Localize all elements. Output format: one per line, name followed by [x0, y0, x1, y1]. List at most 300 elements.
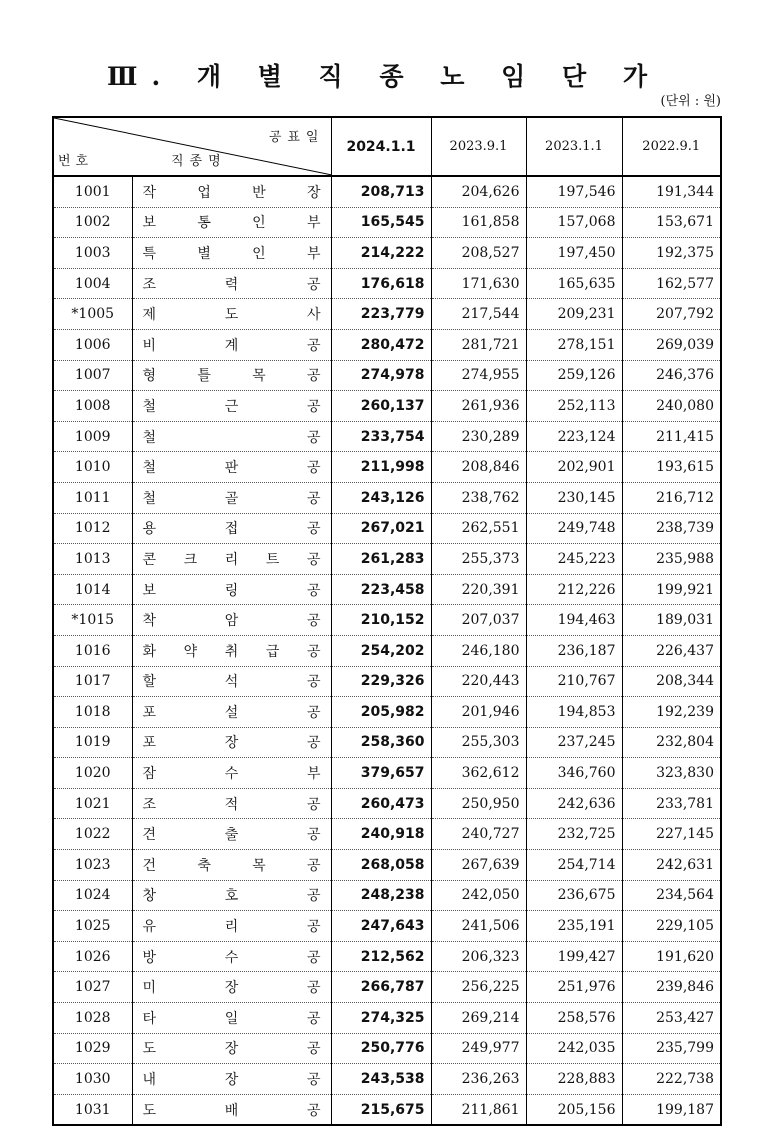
job-number: 1023 [53, 850, 132, 881]
wage-value-4: 253,427 [622, 1003, 721, 1034]
wage-value-1: 267,021 [331, 513, 431, 544]
job-number: 1019 [53, 727, 132, 758]
job-name [132, 972, 331, 1003]
table-row [53, 482, 721, 513]
table-row [53, 819, 721, 850]
job-number: 1014 [53, 574, 132, 605]
wage-value-2: 246,180 [431, 635, 526, 666]
job-name-char: 공 [306, 582, 321, 599]
job-number: 1031 [53, 1094, 132, 1125]
job-number: 1022 [53, 819, 132, 850]
wage-value-4: 193,615 [622, 452, 721, 483]
wage-value-1: 266,787 [331, 972, 431, 1003]
job-name-char: 조 [142, 276, 157, 293]
wage-value-2: 240,727 [431, 819, 526, 850]
job-name [132, 238, 331, 269]
job-name-char: 공 [306, 1072, 321, 1089]
job-name [132, 850, 331, 881]
wage-value-1: 260,473 [331, 788, 431, 819]
wage-value-3: 197,546 [526, 176, 622, 207]
job-number: 1009 [53, 421, 132, 452]
job-number: 1029 [53, 1033, 132, 1064]
job-name-char: 장 [224, 1072, 239, 1089]
page-title: Ⅲ. 개 별 직 종 노 임 단 가 [107, 62, 661, 91]
wage-value-4: 191,344 [622, 176, 721, 207]
wage-value-3: 242,636 [526, 788, 622, 819]
job-name [132, 299, 331, 330]
job-name-char: 호 [224, 888, 239, 905]
job-name [132, 880, 331, 911]
job-number: 1006 [53, 329, 132, 360]
job-number: 1024 [53, 880, 132, 911]
job-name-char: 공 [306, 1010, 321, 1027]
job-name-char: 제 [142, 307, 157, 324]
job-name [132, 911, 331, 942]
wage-value-1: 280,472 [331, 329, 431, 360]
wage-value-4: 192,239 [622, 697, 721, 728]
job-name-char: 장 [224, 980, 239, 997]
wage-value-4: 269,039 [622, 329, 721, 360]
wage-value-1: 214,222 [331, 238, 431, 269]
job-name [132, 1094, 331, 1125]
wage-value-4: 222,738 [622, 1064, 721, 1095]
wage-value-2: 250,950 [431, 788, 526, 819]
job-name-char: 공 [306, 674, 321, 691]
job-name-char: 부 [306, 245, 321, 262]
job-name-char: 공 [306, 1102, 321, 1119]
wage-value-2: 261,936 [431, 391, 526, 422]
wage-value-1: 248,238 [331, 880, 431, 911]
job-name-char: 포 [142, 735, 157, 752]
job-name-char: 유 [142, 919, 157, 936]
wage-value-1: 208,713 [331, 176, 431, 207]
job-name-char: 공 [306, 276, 321, 293]
wage-value-1: 240,918 [331, 819, 431, 850]
wage-value-4: 242,631 [622, 850, 721, 881]
wage-value-4: 235,988 [622, 544, 721, 575]
job-name-char: 화 [142, 643, 157, 660]
job-name-char: 암 [224, 613, 239, 630]
job-number: 1002 [53, 207, 132, 238]
wage-value-3: 209,231 [526, 299, 622, 330]
table-body [53, 176, 721, 1125]
wage-value-2: 220,443 [431, 666, 526, 697]
job-name-char: 리 [224, 551, 239, 568]
wage-value-1: 205,982 [331, 697, 431, 728]
wage-table [52, 116, 722, 1126]
wage-value-4: 162,577 [622, 268, 721, 299]
wage-value-3: 235,191 [526, 911, 622, 942]
wage-value-1: 261,283 [331, 544, 431, 575]
wage-value-4: 192,375 [622, 238, 721, 269]
wage-value-1: 210,152 [331, 605, 431, 636]
wage-value-3: 278,151 [526, 329, 622, 360]
job-name-char: 공 [306, 1041, 321, 1058]
table-row [53, 207, 721, 238]
wage-value-1: 260,137 [331, 391, 431, 422]
job-name-char: 철 [142, 460, 157, 477]
job-number: 1004 [53, 268, 132, 299]
job-name-char: 공 [306, 888, 321, 905]
wage-value-2: 256,225 [431, 972, 526, 1003]
table-row [53, 513, 721, 544]
job-number: 1012 [53, 513, 132, 544]
wage-value-1: 274,978 [331, 360, 431, 391]
date-header-1: 2024.1.1 [331, 117, 431, 176]
wage-value-1: 215,675 [331, 1094, 431, 1125]
wage-value-1: 233,754 [331, 421, 431, 452]
wage-value-1: 258,360 [331, 727, 431, 758]
wage-value-3: 194,853 [526, 697, 622, 728]
wage-value-4: 240,080 [622, 391, 721, 422]
wage-value-1: 243,538 [331, 1064, 431, 1095]
table-row [53, 452, 721, 483]
job-name-char: 공 [306, 857, 321, 874]
wage-value-3: 254,714 [526, 850, 622, 881]
job-number: 1017 [53, 666, 132, 697]
wage-value-2: 236,263 [431, 1064, 526, 1095]
wage-value-1: 229,326 [331, 666, 431, 697]
table-row [53, 911, 721, 942]
table-row [53, 1064, 721, 1095]
job-name-char: 취 [224, 643, 239, 660]
wage-value-1: 223,458 [331, 574, 431, 605]
job-name-char: 창 [142, 888, 157, 905]
job-name [132, 513, 331, 544]
wage-value-4: 226,437 [622, 635, 721, 666]
job-name [132, 697, 331, 728]
job-name-char: 부 [306, 766, 321, 783]
wage-value-4: 189,031 [622, 605, 721, 636]
wage-value-4: 191,620 [622, 941, 721, 972]
wage-value-1: 212,562 [331, 941, 431, 972]
wage-value-3: 202,901 [526, 452, 622, 483]
job-name-char: 통 [197, 215, 211, 232]
wage-value-1: 268,058 [331, 850, 431, 881]
job-name-char: 도 [224, 307, 239, 324]
wage-value-2: 242,050 [431, 880, 526, 911]
job-name [132, 635, 331, 666]
job-number: 1016 [53, 635, 132, 666]
table-row [53, 421, 721, 452]
job-name-char: 공 [306, 949, 321, 966]
table-row [53, 360, 721, 391]
job-name-char: 반 [252, 184, 266, 201]
job-name-char: 크 [183, 551, 198, 568]
job-name-char: 트 [265, 551, 280, 568]
wage-value-2: 220,391 [431, 574, 526, 605]
table-row [53, 238, 721, 269]
job-name-char: 인 [252, 245, 266, 262]
job-name-char: 공 [306, 980, 321, 997]
job-name-char: 공 [306, 490, 321, 507]
table-row [53, 727, 721, 758]
table-row [53, 329, 721, 360]
job-number: 1008 [53, 391, 132, 422]
diagonal-header-cell [53, 117, 331, 176]
table-row [53, 268, 721, 299]
wage-value-3: 194,463 [526, 605, 622, 636]
wage-value-1: 379,657 [331, 758, 431, 789]
wage-value-3: 199,427 [526, 941, 622, 972]
job-name-char: 업 [197, 184, 211, 201]
job-name-char: 조 [142, 796, 157, 813]
wage-value-3: 251,976 [526, 972, 622, 1003]
job-name [132, 666, 331, 697]
job-name-char: 도 [142, 1102, 157, 1119]
wage-value-3: 197,450 [526, 238, 622, 269]
job-name-char: 수 [224, 766, 239, 783]
wage-value-2: 281,721 [431, 329, 526, 360]
wage-value-2: 362,612 [431, 758, 526, 789]
job-name-char: 공 [306, 613, 321, 630]
job-name-char: 보 [142, 582, 157, 599]
table-row [53, 1094, 721, 1125]
job-name [132, 544, 331, 575]
job-name [132, 391, 331, 422]
table-row [53, 544, 721, 575]
job-name-char: 건 [142, 857, 157, 874]
date-header-4: 2022.9.1 [622, 117, 721, 176]
table-row [53, 176, 721, 207]
job-number: 1007 [53, 360, 132, 391]
table-row [53, 605, 721, 636]
job-name-char: 공 [306, 919, 321, 936]
wage-value-3: 237,245 [526, 727, 622, 758]
job-name-char: 공 [306, 643, 321, 660]
job-number: *1005 [53, 299, 132, 330]
table-row [53, 1033, 721, 1064]
job-name-char: 계 [224, 337, 239, 354]
table-row [53, 574, 721, 605]
job-name-char: 틀 [197, 368, 211, 385]
job-name-char: 공 [306, 368, 321, 385]
job-name-char: 사 [306, 307, 321, 324]
job-name-char: 급 [265, 643, 280, 660]
table-row [53, 391, 721, 422]
wage-value-4: 153,671 [622, 207, 721, 238]
table-header-row [53, 117, 721, 176]
job-name-char: 철 [142, 429, 157, 446]
wage-value-2: 274,955 [431, 360, 526, 391]
job-name-char: 리 [224, 919, 239, 936]
wage-value-1: 250,776 [331, 1033, 431, 1064]
table-row [53, 880, 721, 911]
job-name-char: 공 [306, 735, 321, 752]
job-number: 1021 [53, 788, 132, 819]
wage-value-2: 217,544 [431, 299, 526, 330]
table-row [53, 758, 721, 789]
wage-value-2: 204,626 [431, 176, 526, 207]
job-name-char: 석 [224, 674, 239, 691]
job-name-char: 인 [252, 215, 266, 232]
job-number: 1028 [53, 1003, 132, 1034]
job-name [132, 819, 331, 850]
table-row [53, 941, 721, 972]
job-name-char: 타 [142, 1010, 157, 1027]
wage-value-2: 208,527 [431, 238, 526, 269]
wage-value-2: 255,373 [431, 544, 526, 575]
table-row [53, 788, 721, 819]
job-number: 1013 [53, 544, 132, 575]
job-name-char: 적 [224, 796, 239, 813]
job-name-char: 포 [142, 704, 157, 721]
job-name-char: 공 [306, 398, 321, 415]
job-name-char: 장 [306, 184, 321, 201]
job-number: 1020 [53, 758, 132, 789]
wage-value-3: 210,767 [526, 666, 622, 697]
job-name-char: 보 [142, 215, 157, 232]
table-row [53, 635, 721, 666]
wage-value-3: 242,035 [526, 1033, 622, 1064]
table-row [53, 850, 721, 881]
table-row [53, 697, 721, 728]
wage-value-4: 234,564 [622, 880, 721, 911]
job-name-char: 력 [224, 276, 239, 293]
job-name-char: 비 [142, 337, 157, 354]
job-name [132, 360, 331, 391]
job-name [132, 176, 331, 207]
wage-value-2: 241,506 [431, 911, 526, 942]
job-name-char: 별 [197, 245, 211, 262]
job-name-char: 판 [224, 460, 239, 477]
job-name-char: 내 [142, 1072, 157, 1089]
job-name [132, 1003, 331, 1034]
job-number: *1015 [53, 605, 132, 636]
wage-value-2: 201,946 [431, 697, 526, 728]
job-name-char: 잠 [142, 766, 157, 783]
wage-value-4: 199,187 [622, 1094, 721, 1125]
job-name [132, 268, 331, 299]
job-name-char: 설 [224, 704, 239, 721]
wage-value-2: 208,846 [431, 452, 526, 483]
date-header-2: 2023.9.1 [431, 117, 526, 176]
wage-value-1: 247,643 [331, 911, 431, 942]
wage-value-4: 207,792 [622, 299, 721, 330]
job-name [132, 482, 331, 513]
job-number: 1030 [53, 1064, 132, 1095]
job-name-char: 공 [306, 827, 321, 844]
wage-value-4: 235,799 [622, 1033, 721, 1064]
wage-value-3: 346,760 [526, 758, 622, 789]
wage-value-2: 249,977 [431, 1033, 526, 1064]
job-number: 1003 [53, 238, 132, 269]
job-name-char: 장 [224, 1041, 239, 1058]
wage-value-3: 249,748 [526, 513, 622, 544]
job-name [132, 788, 331, 819]
wage-value-3: 205,156 [526, 1094, 622, 1125]
wage-value-3: 157,068 [526, 207, 622, 238]
wage-value-3: 165,635 [526, 268, 622, 299]
job-name-char: 콘 [142, 551, 157, 568]
wage-value-3: 228,883 [526, 1064, 622, 1095]
job-name-char: 출 [224, 827, 239, 844]
wage-value-2: 262,551 [431, 513, 526, 544]
job-name-char: 목 [252, 857, 266, 874]
job-name-char: 장 [224, 735, 239, 752]
wage-value-2: 230,289 [431, 421, 526, 452]
job-name-char: 링 [224, 582, 239, 599]
job-name-char: 공 [306, 521, 321, 538]
wage-value-4: 239,846 [622, 972, 721, 1003]
wage-value-1: 223,779 [331, 299, 431, 330]
wage-value-4: 208,344 [622, 666, 721, 697]
wage-value-4: 323,830 [622, 758, 721, 789]
job-name-char: 용 [142, 521, 157, 538]
wage-value-4: 246,376 [622, 360, 721, 391]
job-name-char: 철 [142, 398, 157, 415]
unit-label: (단위 : 원) [660, 94, 721, 109]
number-header: 번호 [58, 154, 94, 169]
wage-value-1: 243,126 [331, 482, 431, 513]
job-name-char: 공 [306, 429, 321, 446]
job-name-char: 공 [306, 551, 321, 568]
job-name-char: 도 [142, 1041, 157, 1058]
job-number: 1010 [53, 452, 132, 483]
job-number: 1018 [53, 697, 132, 728]
job-name-char: 근 [224, 398, 239, 415]
job-name [132, 452, 331, 483]
wage-value-3: 252,113 [526, 391, 622, 422]
wage-value-3: 245,223 [526, 544, 622, 575]
wage-value-2: 206,323 [431, 941, 526, 972]
wage-value-2: 238,762 [431, 482, 526, 513]
wage-value-3: 258,576 [526, 1003, 622, 1034]
job-name [132, 727, 331, 758]
job-name-header: 직종명 [171, 154, 227, 169]
wage-value-2: 207,037 [431, 605, 526, 636]
job-name-char: 공 [306, 704, 321, 721]
table-row [53, 972, 721, 1003]
job-number: 1026 [53, 941, 132, 972]
job-name-char: 철 [142, 490, 157, 507]
job-name-char: 목 [252, 368, 266, 385]
job-name-char: 일 [224, 1010, 239, 1027]
wage-value-1: 274,325 [331, 1003, 431, 1034]
wage-value-3: 223,124 [526, 421, 622, 452]
wage-value-3: 236,675 [526, 880, 622, 911]
job-name-char: 공 [306, 460, 321, 477]
job-name [132, 605, 331, 636]
job-name [132, 758, 331, 789]
job-name-char: 착 [142, 613, 157, 630]
job-name-char: 배 [224, 1102, 239, 1119]
table-row [53, 666, 721, 697]
wage-value-3: 236,187 [526, 635, 622, 666]
job-name-char: 공 [306, 796, 321, 813]
wage-value-1: 176,618 [331, 268, 431, 299]
job-name-char: 방 [142, 949, 157, 966]
wage-value-3: 232,725 [526, 819, 622, 850]
wage-value-2: 255,303 [431, 727, 526, 758]
wage-value-3: 230,145 [526, 482, 622, 513]
job-name [132, 329, 331, 360]
wage-value-4: 233,781 [622, 788, 721, 819]
job-name [132, 1064, 331, 1095]
wage-value-2: 171,630 [431, 268, 526, 299]
job-name-char: 공 [306, 337, 321, 354]
wage-value-2: 269,214 [431, 1003, 526, 1034]
job-name-char: 수 [224, 949, 239, 966]
job-name [132, 941, 331, 972]
job-name-char: 작 [142, 184, 157, 201]
job-number: 1011 [53, 482, 132, 513]
job-number: 1025 [53, 911, 132, 942]
wage-value-1: 211,998 [331, 452, 431, 483]
job-name-char: 약 [183, 643, 198, 660]
job-name-char: 골 [224, 490, 239, 507]
job-name-char: 형 [142, 368, 157, 385]
